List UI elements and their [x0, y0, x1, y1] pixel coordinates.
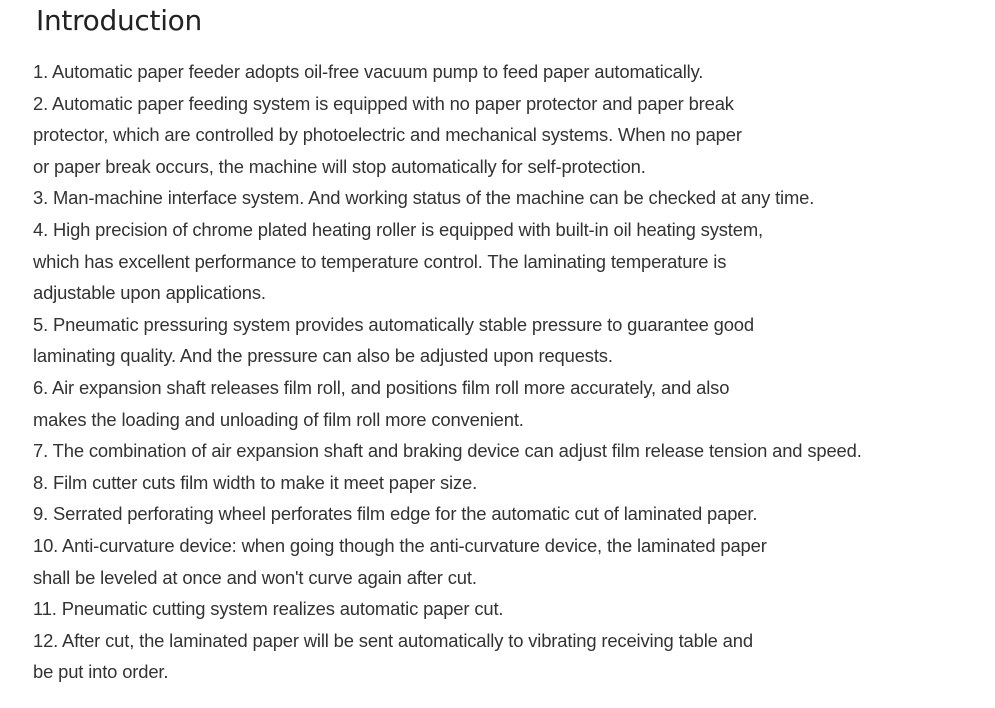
text-line-20: be put into order.: [33, 661, 169, 683]
text-line-3: protector, which are controlled by photoelectric and mechanical systems. When no paper: [33, 124, 742, 146]
feature-list: [33, 56, 988, 688]
text-line-4: or paper break occurs, the machine will stop automatically for self-protection.: [33, 155, 646, 177]
text-line-7: which has excellent performance to temperature control. The laminating temperature is: [33, 250, 727, 272]
text-line-6: 4. High precision of chrome plated heating roller is equipped with built-in oil heating system,: [33, 218, 763, 240]
text-line-19: 12. After cut, the laminated paper will be sent automatically to vibrating receiving table and: [33, 629, 753, 651]
text-line-13: 7. The combination of air expansion shaft and braking device can adjust film release tension and speed.: [33, 440, 862, 462]
text-line-5: 3. Man-machine interface system. And working status of the machine can be checked at any time.: [33, 187, 815, 209]
text-line-12: makes the loading and unloading of film roll more convenient.: [33, 408, 524, 430]
text-line-10: laminating quality. And the pressure can also be adjusted upon requests.: [33, 345, 613, 367]
text-line-14: 8. Film cutter cuts film width to make it meet paper size.: [33, 471, 478, 493]
text-line-15: 9. Serrated perforating wheel perforates film edge for the automatic cut of laminated paper.: [33, 503, 758, 525]
text-line-11: 6. Air expansion shaft releases film roll, and positions film roll more accurately, and also: [33, 376, 730, 398]
text-line-1: 1. Automatic paper feeder adopts oil-free vacuum pump to feed paper automatically.: [33, 61, 704, 82]
text-line-16: 10. Anti-curvature device: when going though the anti-curvature device, the laminated paper: [33, 534, 767, 556]
text-line-8: adjustable upon applications.: [33, 282, 266, 304]
text-line-2: 2. Automatic paper feeding system is equipped with no paper protector and paper break: [33, 92, 734, 114]
text-line-18: 11. Pneumatic cutting system realizes automatic paper cut.: [33, 598, 504, 620]
text-line-17: shall be leveled at once and won't curve again after cut.: [33, 566, 477, 588]
page-title: Introduction: [36, 4, 202, 37]
text-line-9: 5. Pneumatic pressuring system provides automatically stable pressure to guarantee good: [33, 313, 754, 335]
